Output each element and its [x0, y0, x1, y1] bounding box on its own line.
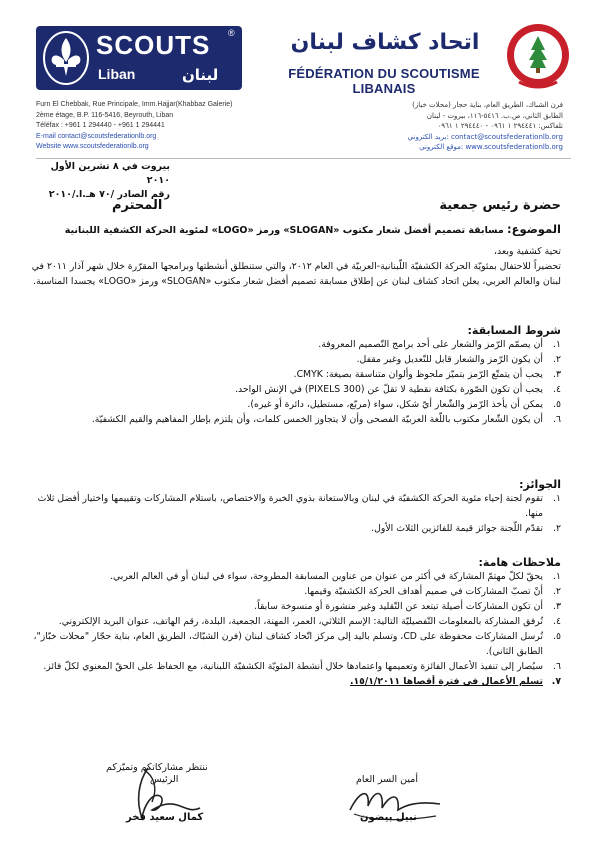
notes-heading: ملاحظات هامة: [478, 556, 561, 569]
conditions-section [31, 324, 561, 427]
list-item: ٢. أنْ تصبّ المشاركات في صميم أهداف الحركة الكشفيّة وقيمها. [304, 586, 561, 597]
list-item: ٣. أن تكون المشاركات أصيلة تبتعد عن التّقليد وغير منشورة أو منسوخة سابقاً. [254, 601, 561, 612]
list-item: ٦. أن يكون الشّعار مكتوب باللّغة العربيّة الفصحى وأن لا يتجاوز الخمس كلمات، وأن يلتزم بإطار المفاهيم والقيم الكشفيّة. [91, 414, 561, 425]
conditions-list [31, 337, 561, 427]
federation-emblem-icon [505, 20, 571, 94]
list-item: ٢. أن يكون الرّمز والشعار قابل للتّعديل وغير مقفل. [356, 354, 561, 365]
list-item: ١. يحقّ لكلّ مهتمّ المشاركة في أكثر من عنوان من عناوين المسابقة المطروحة، سواء في لبنان أو في العالم العربي. [110, 571, 561, 582]
scouts-logo [36, 26, 242, 90]
address-line: Furn El Chebbak, Rue Principale, Imm.Hajjar(Khabbaz Galerie) [36, 101, 233, 108]
header-divider [36, 158, 571, 159]
prizes-list [31, 491, 561, 536]
list-item: ٥. تُرسل المشاركات محفوظة على CD، وتسلم باليد إلى مركز اتّحاد كشاف لبنان (فرن الشبّاك، الطريق العام، بناية حجّار "محلات خبّاز"، الطابق الثاني). [33, 631, 561, 657]
logo-liban-fr: Liban [98, 66, 136, 82]
logo-liban-ar: لبنان [182, 66, 219, 84]
prizes-section [31, 478, 561, 536]
subject-line [31, 222, 561, 236]
conditions-heading: شروط المسابقة: [467, 324, 561, 337]
address-arabic [333, 100, 563, 153]
email-line[interactable]: E-mail contact@scoutsfederationlb.org [36, 132, 157, 140]
honorific: المحترم [112, 198, 163, 213]
federation-name-ar: اتحاد كشاف لبنان [290, 30, 480, 55]
secretary-name: نبيل بيضون [360, 812, 417, 823]
notes-list [31, 569, 561, 689]
list-item: ٤. تُرفق المشاركة بالمعلومات التّفصيليّة التالية: الإسم الثلاثي، العمر، المهنة، الجمعية، البلدة، رقم الهاتف، عنوان البريد الإلكتروني. [58, 616, 561, 627]
closing-line: ننتظر مشاركاتكم وتميّزكم [106, 762, 208, 773]
email-line-ar[interactable]: بريد الكتروني: contact@scoutsfederationlb.org [407, 132, 563, 141]
intro-paragraph: تحضيراً للاحتفال بمئويّة الحركة الكشفيّة اللّبنانية-العربيّة في العام ٢٠١٢، والتي ستنطلق أنشطتها وبرامجها المقرّرة خلال شهر آذار ٢٠١١ في لبنان والعالم العربي، يعلن اتحاد كشاف لبنان عن إطلاق مسابقة تصميم أفضل شعار مكتوب «SLOGAN» ورمز «LOGO» يجسدا المناسبة. [31, 261, 561, 287]
address-line: 2ème étage, B.P. 116-5416, Beyrouth, Liban [36, 111, 174, 119]
fleur-de-lis-icon [42, 30, 90, 86]
address-line: Téléfax : +961 1 294440 - +961 1 294441 [36, 122, 165, 130]
letter-reference: رقم الصادر /٧٠ هـ.ا./٢٠١٠ [48, 189, 170, 200]
list-item: ١. تقوم لجنة إحياء مئوية الحركة الكشفيّة في لبنان وبالاستعانة بذوي الخبرة والاختصاص، باستلام المشاركات وتقييمها واختيار أفضل ثلاث منها. [37, 493, 561, 519]
notes-section [31, 556, 561, 689]
list-item: ٤. يجب أن تكون الصّورة بكثافة نقطية لا تقلّ عن (300 PIXELS) في الإنش الواحد. [235, 384, 561, 395]
website-line[interactable]: Website www.scoutsfederationlb.org [36, 143, 149, 151]
recipient: حضرة رئيس جمعية [439, 198, 561, 213]
address-line: الطابق الثاني، ص.ب. ٥٤١٦-١١٦، بيروت - لبنان [426, 111, 563, 120]
president-name: كمال سعيد فخر [126, 812, 204, 823]
list-item: ٥. يمكن أن يأخذ الرّمز والشّعار أيّ شكل، سواء (مربّع، مستطيل، دائرة أو غيره). [247, 399, 561, 410]
letter-date: بيروت في ٨ تشرين الأول ٢٠١٠ [50, 161, 170, 186]
signatory-role-secretary: أمين السر العام [356, 774, 419, 785]
website-line-ar[interactable]: موقع الكتروني: www.scoutsfederationlb.org [419, 143, 563, 152]
address-french [36, 100, 276, 153]
address-line: تلفاكس: ٢٩٤٤٤١ ١ ٠٩٦١ - ٢٩٤٤٤٠ ١ ٠٩٦١ [437, 122, 563, 131]
subject-label: الموضوع: [507, 222, 561, 236]
letter-intro [31, 244, 561, 289]
prizes-heading: الجوائز: [519, 478, 561, 491]
list-item: ٣. يجب أن يتمتّع الرّمز بتميّز ملحوظ وألوان متناسقة بصيغة: CMYK. [293, 369, 561, 380]
list-item: ٦. سيُصار إلى تنفيذ الأعمال الفائزة وتعميمها واعتمادها خلال أنشطة المئويّة الكشفيّة اللبنانية، مع الحفاظ على الحقّ المعنوي لكلّ فائز. [43, 661, 561, 672]
logo-scouts-text: SCOUTS [96, 30, 211, 60]
greeting: تحية كشفية وبعد، [494, 246, 561, 257]
date-ref-block [30, 160, 170, 202]
address-line: فرن الشباك، الطريق العام، بناية حجار (محلات خباز) [412, 101, 563, 109]
registered-mark: ® [228, 28, 235, 38]
federation-name-fr: FÉDÉRATION DU SCOUTISME LIBANAIS [288, 66, 480, 96]
list-item: ١. أن يصمّم الرّمز والشعار على أحد برامج التّصميم المعروفة. [318, 339, 561, 350]
deadline-item: ٧. تسلم الأعمال في فترة أقصاها ١٥/١/٢٠١١. [349, 676, 561, 687]
signatory-role-president: الرئيس [150, 774, 179, 785]
list-item: ٢. تقدّم اللّجنة جوائز قيمة للفائزين الثلاث الأول. [371, 523, 561, 534]
subject-text: مسابقة تصميم أفضل شعار مكتوب «SLOGAN» ورمز «LOGO» لمئوية الحركة الكشفية اللبنانية [64, 225, 504, 236]
